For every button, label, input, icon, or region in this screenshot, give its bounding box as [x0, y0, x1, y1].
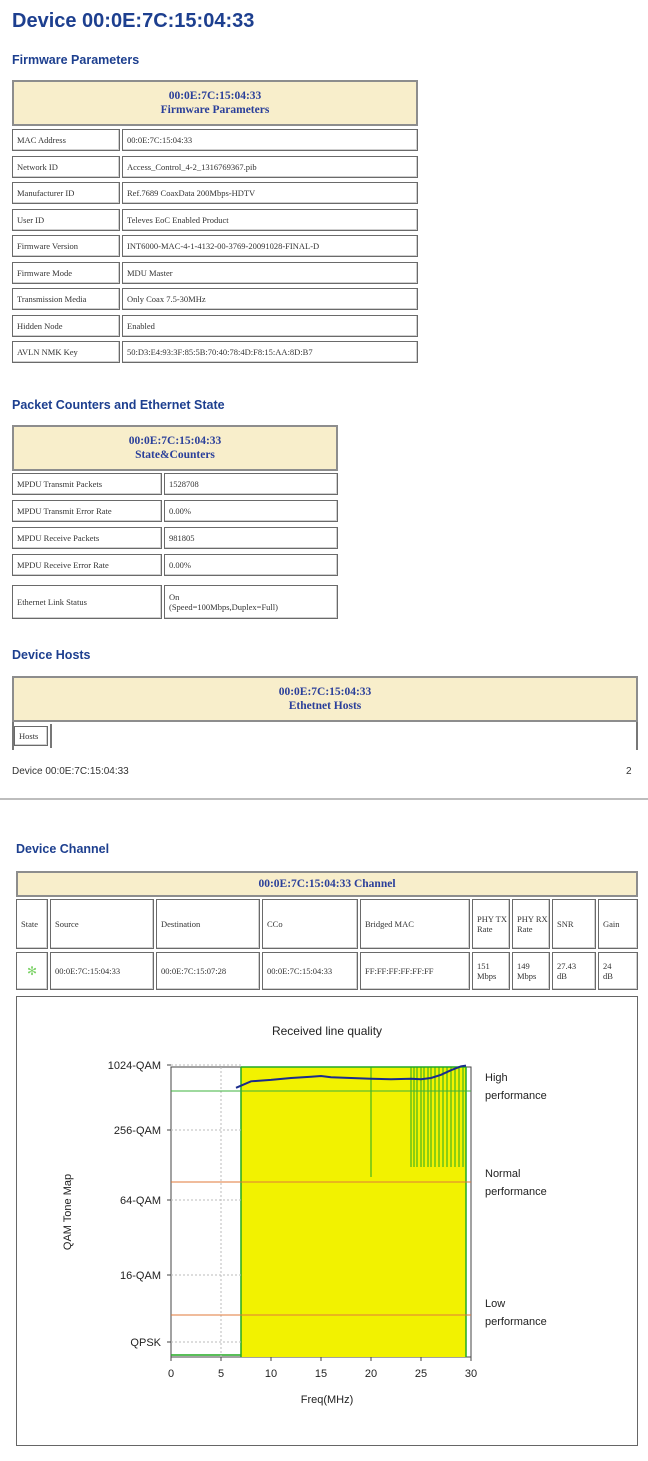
hosts-tab[interactable]: [14, 726, 48, 746]
hosts-count: 2: [626, 766, 632, 777]
channel-cell-bridged-mac: [360, 952, 470, 990]
counters-row-label: [12, 473, 162, 495]
channel-cell-gain: [598, 952, 638, 990]
channel-table-header: [16, 871, 638, 897]
channel-section-title: Device Channel: [16, 842, 110, 856]
hosts-tab-label: Hosts: [19, 731, 39, 741]
firmware-row-label: [12, 288, 120, 310]
firmware-row-value: [122, 129, 418, 151]
channel-col-header-label: SNR: [557, 919, 574, 929]
firmware-row-value-text: 50:D3:E4:93:3F:85:5B:70:40:78:4D:F8:15:AA:8D:B7: [127, 347, 313, 357]
firmware-row-label: [12, 209, 120, 231]
channel-col-header-label: State: [21, 919, 38, 929]
counters-row-value-text: 0.00%: [169, 506, 191, 516]
x-axis-label: Freq(MHz): [300, 1394, 354, 1406]
counters-table-header: [12, 425, 338, 471]
channel-col-header: [598, 899, 638, 949]
channel-cell-phy-tx: [472, 952, 510, 990]
performance-annotation: High: [485, 1072, 508, 1084]
channel-col-header: [512, 899, 550, 949]
hosts-separator: [50, 724, 52, 748]
counters-row-value-text: 981805: [169, 533, 195, 543]
firmware-row-label-text: MAC Address: [17, 135, 66, 145]
channel-cell-text: dB: [603, 971, 613, 981]
firmware-row-label-text: Manufacturer ID: [17, 188, 75, 198]
hosts-table-header: [12, 676, 638, 722]
firmware-row-value: [122, 315, 418, 337]
counters-header-title: State&Counters: [135, 449, 215, 461]
performance-annotation: Low: [485, 1298, 506, 1310]
channel-cell-bridged-mac-text: FF:FF:FF:FF:FF:FF: [365, 966, 434, 976]
x-tick-label: 20: [364, 1368, 378, 1380]
performance-annotation: Normal: [485, 1168, 521, 1180]
channel-col-header: [16, 899, 48, 949]
divider: [0, 798, 648, 800]
channel-col-header-label: Bridged MAC: [365, 919, 414, 929]
channel-header-title: 00:0E:7C:15:04:33 Channel: [258, 878, 396, 890]
channel-col-header-label: PHY RX Rate: [517, 914, 548, 934]
firmware-row-value-text: Access_Control_4-2_1316769367.pib: [127, 161, 257, 172]
firmware-row-label-text: Firmware Version: [17, 241, 78, 251]
x-tick-label: 0: [167, 1368, 175, 1380]
x-tick-label: 10: [264, 1368, 278, 1380]
y-tick-label: 64-QAM: [120, 1195, 161, 1207]
counters-row-label-text: MPDU Transmit Packets: [17, 479, 103, 489]
counters-row-label-text: Ethernet Link Status: [17, 597, 87, 607]
hosts-body: [12, 722, 638, 750]
x-tick-label: 30: [464, 1368, 478, 1380]
x-tick-label: 25: [414, 1368, 428, 1380]
firmware-row-label: [12, 262, 120, 284]
firmware-row-label: [12, 235, 120, 257]
hosts-header-title: Ethetnet Hosts: [288, 700, 362, 712]
channel-col-header-label: Destination: [161, 919, 201, 929]
channel-col-header: [262, 899, 358, 949]
quality-chart-frame: [16, 996, 638, 1446]
firmware-row-value: [122, 209, 418, 231]
firmware-row-value-text: Only Coax 7.5-30MHz: [127, 294, 206, 304]
y-axis-label: QAM Tone Map: [62, 1173, 74, 1251]
chart-title: Received line quality: [271, 1024, 383, 1038]
firmware-section-title: Firmware Parameters: [12, 53, 140, 67]
y-tick-label: 1024-QAM: [107, 1060, 161, 1072]
firmware-row-value: [122, 156, 418, 178]
channel-col-header: [552, 899, 596, 949]
channel-cell-text: dB: [557, 971, 567, 981]
counters-row-label-text: MPDU Transmit Error Rate: [17, 506, 112, 516]
performance-annotation: performance: [485, 1316, 547, 1328]
y-tick-label: QPSK: [130, 1337, 161, 1349]
firmware-row-value: [122, 235, 418, 257]
firmware-row-value-text: INT6000-MAC-4-1-4132-00-3769-20091028-FINAL-D: [127, 241, 320, 251]
channel-cell-cco-text: 00:0E:7C:15:04:33: [267, 966, 333, 976]
counters-row-value-text: 0.00%: [169, 560, 191, 570]
channel-col-header: [156, 899, 260, 949]
firmware-row-label-text: Hidden Node: [17, 320, 63, 331]
counters-row-value: [164, 554, 338, 576]
channel-cell-text: 151: [477, 961, 490, 971]
firmware-row-label: [12, 129, 120, 151]
firmware-row-value: [122, 288, 418, 310]
firmware-row-label-text: Transmission Media: [17, 294, 87, 304]
y-tick-label: 16-QAM: [120, 1270, 161, 1282]
channel-col-header: [472, 899, 510, 949]
ethernet-status-line: (Speed=100Mbps,Duplex=Full): [169, 602, 278, 612]
firmware-row-label: [12, 315, 120, 337]
firmware-row-value-text: Enabled: [127, 320, 155, 331]
counters-row-label-text: MPDU Receive Packets: [17, 533, 100, 543]
counters-row-label-text: MPDU Receive Error Rate: [17, 560, 109, 570]
channel-cell-source: [50, 952, 154, 990]
hosts-header-mac: 00:0E:7C:15:04:33: [278, 686, 372, 698]
hosts-section-title: Device Hosts: [12, 648, 91, 662]
channel-col-header-label: Gain: [603, 919, 620, 929]
counters-row-label: [12, 500, 162, 522]
firmware-row-value: [122, 262, 418, 284]
performance-annotation: performance: [485, 1090, 547, 1102]
channel-col-header-label: PHY TX Rate: [477, 914, 507, 934]
firmware-row-value-text: Televes EoC Enabled Product: [127, 214, 229, 225]
quality-chart: [17, 997, 637, 1445]
counters-row-value: [164, 473, 338, 495]
firmware-row-label-text: AVLN NMK Key: [17, 347, 78, 357]
channel-state-cell: [16, 952, 48, 990]
quality-fill-area: [241, 1067, 466, 1357]
channel-cell-phy-rx: [512, 952, 550, 990]
channel-cell-text: 24: [603, 961, 612, 971]
firmware-row-label-text: Firmware Mode: [17, 267, 73, 278]
state-status-icon: ✻: [26, 964, 38, 978]
hosts-device-label: Device 00:0E:7C:15:04:33: [12, 766, 129, 777]
counters-header-mac: 00:0E:7C:15:04:33: [128, 435, 222, 447]
channel-cell-text: Mbps: [517, 971, 537, 981]
page-title: Device 00:0E:7C:15:04:33: [12, 10, 255, 32]
firmware-row-value-text: MDU Master: [127, 267, 173, 278]
counters-section-title: Packet Counters and Ethernet State: [12, 398, 225, 412]
channel-cell-destination-text: 00:0E:7C:15:07:28: [161, 966, 227, 976]
counters-row-value: [164, 585, 338, 619]
firmware-row-value: [122, 341, 418, 363]
channel-col-header-label: CCo: [267, 919, 283, 929]
firmware-row-label-text: Network ID: [17, 161, 58, 172]
ethernet-status-line: On: [169, 592, 180, 602]
firmware-row-value-text: 00:0E:7C:15:04:33: [127, 135, 193, 145]
channel-cell-snr: [552, 952, 596, 990]
channel-cell-text: Mbps: [477, 971, 497, 981]
firmware-row-value-text: Ref.7689 CoaxData 200Mbps-HDTV: [127, 188, 256, 198]
counters-row-label: [12, 585, 162, 619]
channel-cell-destination: [156, 952, 260, 990]
x-tick-label: 15: [314, 1368, 328, 1380]
firmware-row-value: [122, 182, 418, 204]
channel-cell-cco: [262, 952, 358, 990]
channel-col-header: [360, 899, 470, 949]
counters-row-label: [12, 527, 162, 549]
firmware-table-header: [12, 80, 418, 126]
firmware-header-mac: 00:0E:7C:15:04:33: [168, 90, 262, 102]
channel-cell-text: 27.43: [557, 961, 577, 971]
channel-cell-source-text: 00:0E:7C:15:04:33: [55, 966, 121, 976]
channel-col-header: [50, 899, 154, 949]
firmware-row-label: [12, 156, 120, 178]
counters-row-label: [12, 554, 162, 576]
channel-col-header-label: Source: [55, 919, 79, 929]
firmware-header-title: Firmware Parameters: [160, 104, 270, 116]
channel-cell-text: 149: [517, 961, 530, 971]
y-tick-label: 256-QAM: [113, 1125, 161, 1137]
x-tick-label: 5: [217, 1368, 225, 1380]
firmware-row-label: [12, 341, 120, 363]
performance-annotation: performance: [485, 1186, 547, 1198]
counters-row-value-text: 1528708: [169, 479, 199, 489]
firmware-row-label: [12, 182, 120, 204]
counters-row-value: [164, 500, 338, 522]
counters-row-value: [164, 527, 338, 549]
firmware-row-label-text: User ID: [17, 214, 45, 225]
